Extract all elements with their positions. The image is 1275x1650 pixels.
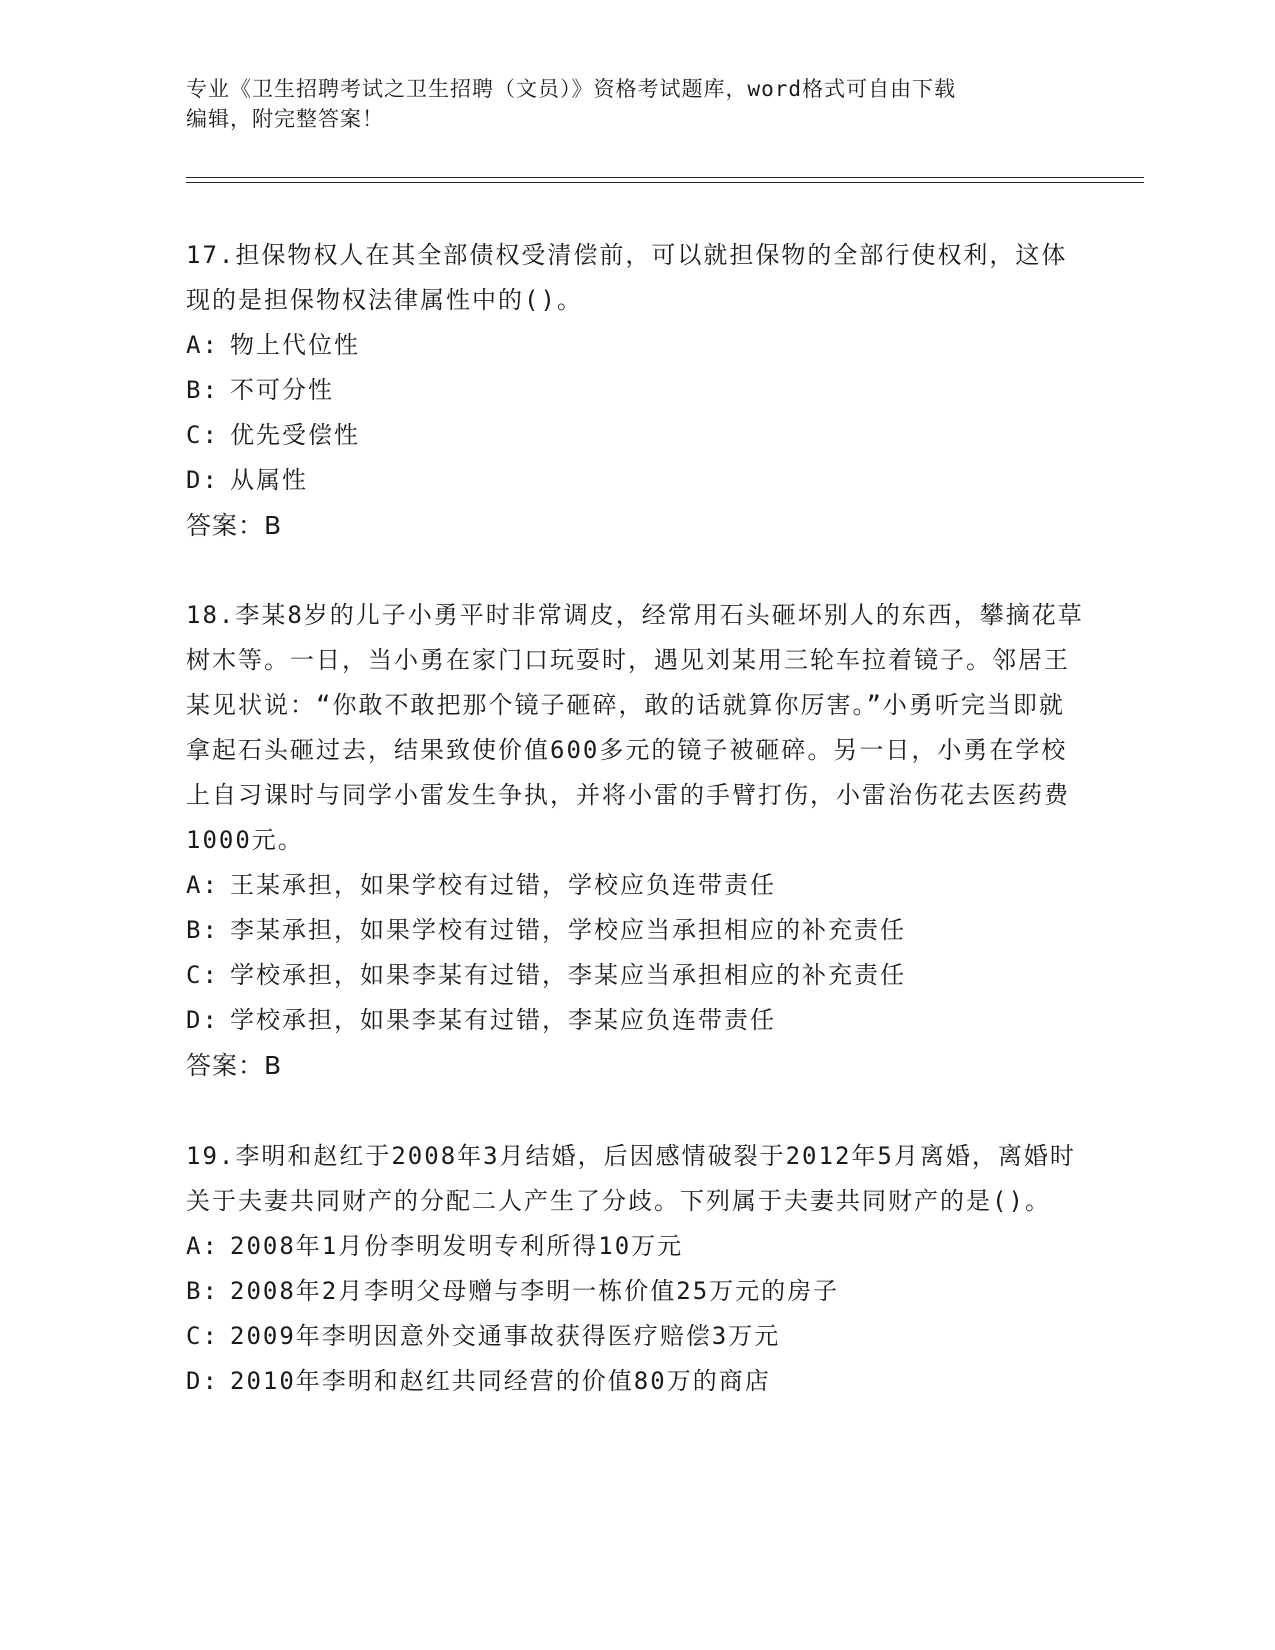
header-line-1: 专业《卫生招聘考试之卫生招聘（文员）》资格考试题库，word格式可自由下载 <box>186 77 957 101</box>
option-label: D: <box>186 1006 219 1034</box>
option-label: B: <box>186 916 219 944</box>
option-label: C: <box>186 1322 219 1350</box>
header-line-2: 编辑，附完整答案！ <box>186 107 384 131</box>
option-text: 从属性 <box>230 466 308 494</box>
option-c <box>186 413 1086 458</box>
document-header <box>186 74 1076 134</box>
answer-line: 答案：B <box>186 511 283 540</box>
option-text: 2008年1月份李明发明专利所得10万元 <box>230 1232 684 1260</box>
option-c <box>186 953 1086 998</box>
question-17 <box>186 233 1086 548</box>
option-label: B: <box>186 1277 219 1305</box>
option-label: A: <box>186 331 219 359</box>
option-text: 学校承担，如果李某有过错，李某应负连带责任 <box>230 1006 776 1034</box>
option-text: 2008年2月李明父母赠与李明一栋价值25万元的房子 <box>230 1277 840 1305</box>
option-b <box>186 1269 1086 1314</box>
option-a <box>186 323 1086 368</box>
option-text: 学校承担，如果李某有过错，李某应当承担相应的补充责任 <box>230 961 906 989</box>
option-text: 不可分性 <box>230 376 334 404</box>
option-d <box>186 458 1086 503</box>
option-a <box>186 1224 1086 1269</box>
option-label: B: <box>186 376 219 404</box>
option-label: D: <box>186 466 219 494</box>
option-label: D: <box>186 1367 219 1395</box>
option-text: 物上代位性 <box>230 331 360 359</box>
option-d <box>186 1359 1086 1404</box>
option-c <box>186 1314 1086 1359</box>
question-stem: 19.李明和赵红于2008年3月结婚，后因感情破裂于2012年5月离婚，离婚时关于夫妻共同财产的分配二人产生了分歧。下列属于夫妻共同财产的是()。 <box>186 1142 1076 1215</box>
option-text: 2010年李明和赵红共同经营的价值80万的商店 <box>230 1367 771 1395</box>
question-stem: 18.李某8岁的儿子小勇平时非常调皮，经常用石头砸坏别人的东西，攀摘花草树木等。一日，当小勇在家门口玩耍时，遇见刘某用三轮车拉着镜子。邻居王某见状说：“你敢不敢把那个镜子砸碎，敢的话就算你厉害。”小勇听完当即就拿起石头砸过去，结果致使价值600多元的镜子被砸碎。另一日，小勇在学校上自习课时与同学小雷发生争执，并将小雷的手臂打伤，小雷治伤花去医药费1000元。 <box>186 601 1084 854</box>
option-text: 优先受偿性 <box>230 421 360 449</box>
question-stem: 17.担保物权人在其全部债权受清偿前，可以就担保物的全部行使权利，这体现的是担保物权法律属性中的()。 <box>186 241 1068 314</box>
option-d <box>186 998 1086 1043</box>
option-a <box>186 863 1086 908</box>
option-label: C: <box>186 421 219 449</box>
option-text: 李某承担，如果学校有过错，学校应当承担相应的补充责任 <box>230 916 906 944</box>
option-b <box>186 908 1086 953</box>
option-text: 2009年李明因意外交通事故获得医疗赔偿3万元 <box>230 1322 781 1350</box>
question-19 <box>186 1134 1086 1404</box>
option-label: A: <box>186 1232 219 1260</box>
option-b <box>186 368 1086 413</box>
question-18 <box>186 593 1086 1088</box>
option-label: C: <box>186 961 219 989</box>
header-divider <box>186 177 1144 183</box>
answer-line: 答案：B <box>186 1051 283 1080</box>
option-text: 王某承担，如果学校有过错，学校应负连带责任 <box>230 871 776 899</box>
option-label: A: <box>186 871 219 899</box>
